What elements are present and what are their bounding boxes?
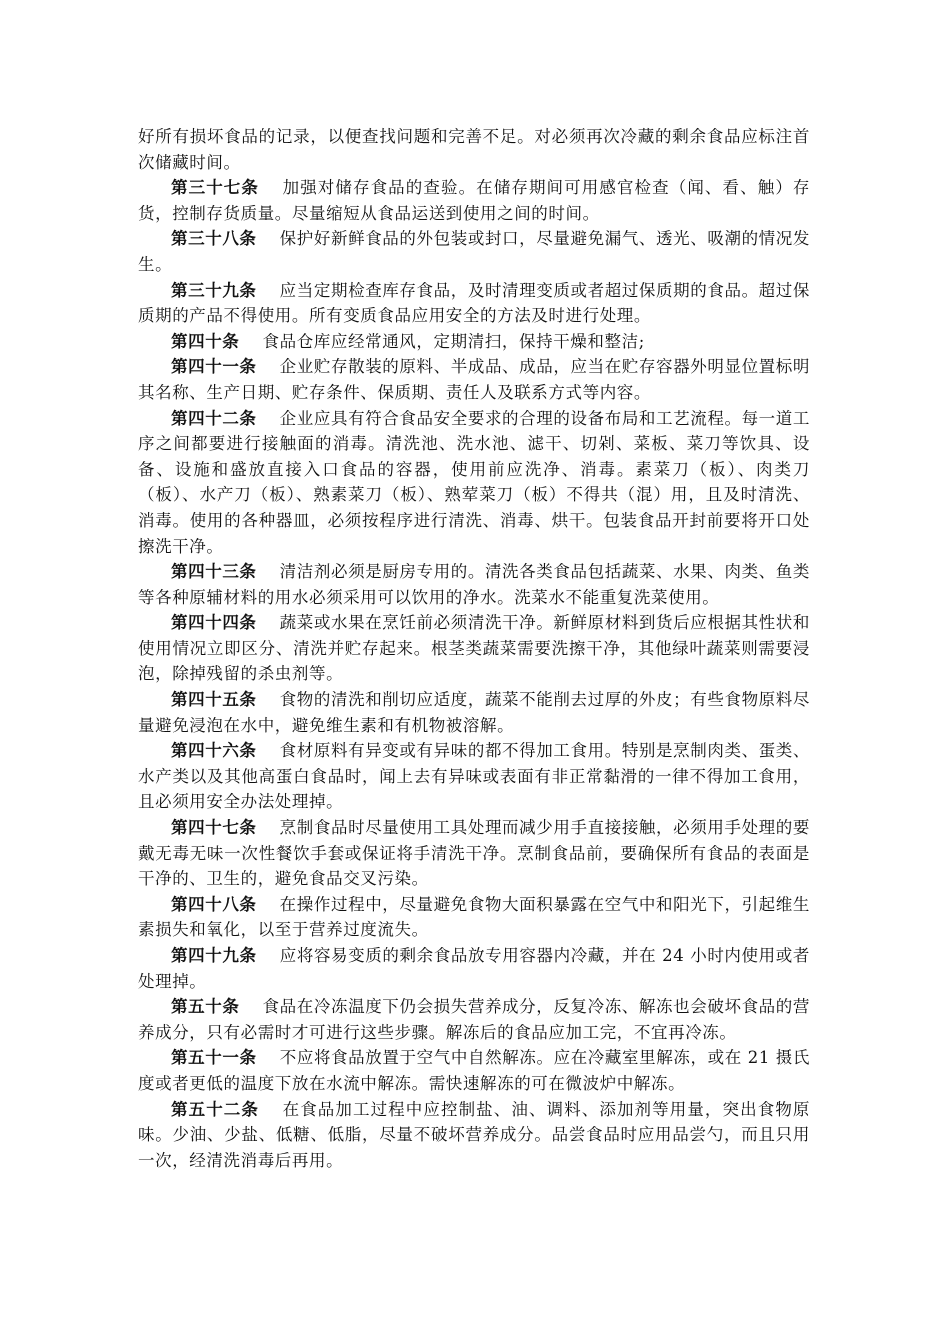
- article-text: 保护好新鲜食品的外包装或封口，尽量避免漏气、透光、吸潮的情况发生。: [138, 229, 810, 274]
- article-paragraph: [138, 559, 810, 610]
- article-text: 应当定期检查库存食品，及时清理变质或者超过保质期的食品。超过保质期的产品不得使用。所有变质食品应用安全的方法及时进行处理。: [138, 280, 810, 326]
- article-paragraph: [138, 994, 810, 1045]
- article-text: 食品仓库应经常通风，定期清扫，保持干燥和整洁;: [262, 331, 645, 351]
- article-text: 清洁剂必须是厨房专用的。清洗各类食品包括蔬菜、水果、肉类、鱼类等各种原辅材料的用水必须采用可以饮用的净水。洗菜水不能重复洗菜使用。: [138, 562, 810, 607]
- article-number: 第四十三条: [171, 562, 257, 582]
- lead-paragraph: 好所有损坏食品的记录，以便查找问题和完善不足。对必须再次冷藏的剩余食品应标注首次储藏时间。: [138, 127, 810, 172]
- article-paragraph: [138, 354, 810, 405]
- article-text: 在操作过程中，尽量避免食物大面积暴露在空气中和阳光下，引起维生素损失和氧化，以至于营养过度流失。: [138, 894, 810, 940]
- article-paragraph: [138, 943, 810, 994]
- article-text: 应将容易变质的剩余食品放专用容器内冷藏，并在 24 小时内使用或者处理掉。: [138, 946, 810, 991]
- article-number: 第五十一条: [171, 1048, 257, 1068]
- article-number: 第四十六条: [171, 741, 257, 761]
- article-text: 不应将食品放置于空气中自然解冻。应在冷藏室里解冻，或在 21 摄氏度或者更低的温度下放在水流中解冻。需快速解冻的可在微波炉中解冻。: [138, 1048, 810, 1093]
- article-number: 第三十七条: [171, 178, 259, 198]
- article-number: 第四十七条: [171, 818, 257, 838]
- article-paragraph: [138, 738, 810, 815]
- article-text: 加强对储存食品的查验。在储存期间可用感官检查（闻、看、触）存货，控制存货质量。尽量缩短从食品运送到使用之间的时间。: [138, 178, 811, 223]
- article-text: 在食品加工过程中应控制盐、油、调料、添加剂等用量，突出食物原味。少油、少盐、低糖、低脂，尽量不破坏营养成分。品尝食品时应用品尝勺，而且只用一次，经清洗消毒后再用。: [138, 1099, 811, 1170]
- article-paragraph: [138, 815, 810, 892]
- article-text: 食物的清洗和削切应适度，蔬菜不能削去过厚的外皮；有些食物原料尽量避免浸泡在水中，避免维生素和有机物被溶解。: [138, 690, 810, 735]
- article-paragraph: [138, 1045, 810, 1096]
- article-number: 第四十二条: [171, 408, 257, 428]
- article-number: 第四十条: [171, 331, 240, 351]
- article-paragraph: [138, 278, 810, 329]
- article-paragraph: [138, 892, 810, 943]
- article-number: 第四十九条: [171, 946, 257, 965]
- article-paragraph: [138, 1097, 810, 1174]
- article-paragraph: [138, 687, 810, 738]
- article-paragraph: [138, 329, 810, 355]
- article-text: 企业贮存散装的原料、半成品、成品，应当在贮存容器外明显位置标明其名称、生产日期、贮存条件、保质期、责任人及联系方式等内容。: [138, 357, 810, 402]
- document-body: [138, 124, 810, 1173]
- article-text: 食材原料有异变或有异味的都不得加工食用。特别是烹制肉类、蛋类、水产类以及其他高蛋白食品时，闻上去有异味或表面有非正常黏滑的一律不得加工食用，且必须用安全办法处理掉。: [138, 741, 810, 812]
- article-text: 食品在冷冻温度下仍会损失营养成分，反复冷冻、解冻也会破坏食品的营养成分，只有必需时才可进行这些步骤。解冻后的食品应加工完，不宜再冷冻。: [138, 997, 810, 1042]
- article-text: 企业应具有符合食品安全要求的合理的设备布局和工艺流程。每一道工序之间都要进行接触面的消毒。清洗池、洗水池、滤干、切剁、菜板、菜刀等饮具、设备、设施和盛放直接入口食品的容器，使用前应洗净、消毒。素菜刀（板）、肉类刀（板）、水产刀（板）、熟素菜刀（板）、熟荤菜刀（板）不得共（混）用，且及时清洗、消毒。使用的各种器皿，必须按程序进行清洗、消毒、烘干。包装食品开封前要将开口处擦洗干净。: [138, 408, 810, 556]
- article-number: 第三十九条: [171, 280, 257, 300]
- article-number: 第五十二条: [171, 1099, 259, 1119]
- article-text: 烹制食品时尽量使用工具处理而减少用手直接接触，必须用手处理的要戴无毒无味一次性餐饮手套或保证将手清洗干净。烹制食品前，要确保所有食品的表面是干净的、卫生的，避免食品交叉污染。: [138, 818, 810, 889]
- article-number: 第四十八条: [171, 894, 257, 914]
- article-paragraph: [138, 175, 810, 226]
- article-number: 第四十一条: [171, 357, 257, 377]
- article-number: 第五十条: [171, 997, 240, 1017]
- article-paragraph: [138, 226, 810, 277]
- article-number: 第四十五条: [171, 690, 257, 710]
- article-paragraph: [138, 610, 810, 687]
- article-number: 第四十四条: [171, 613, 257, 633]
- article-list: [138, 175, 810, 1173]
- article-paragraph: [138, 406, 810, 560]
- article-text: 蔬菜或水果在烹饪前必须清洗干净。新鲜原材料到货后应根据其性状和使用情况立即区分、清洗并贮存起来。根茎类蔬菜需要洗擦干净，其他绿叶蔬菜则需要浸泡，除掉残留的杀虫剂等。: [138, 613, 810, 684]
- article-number: 第三十八条: [171, 229, 257, 249]
